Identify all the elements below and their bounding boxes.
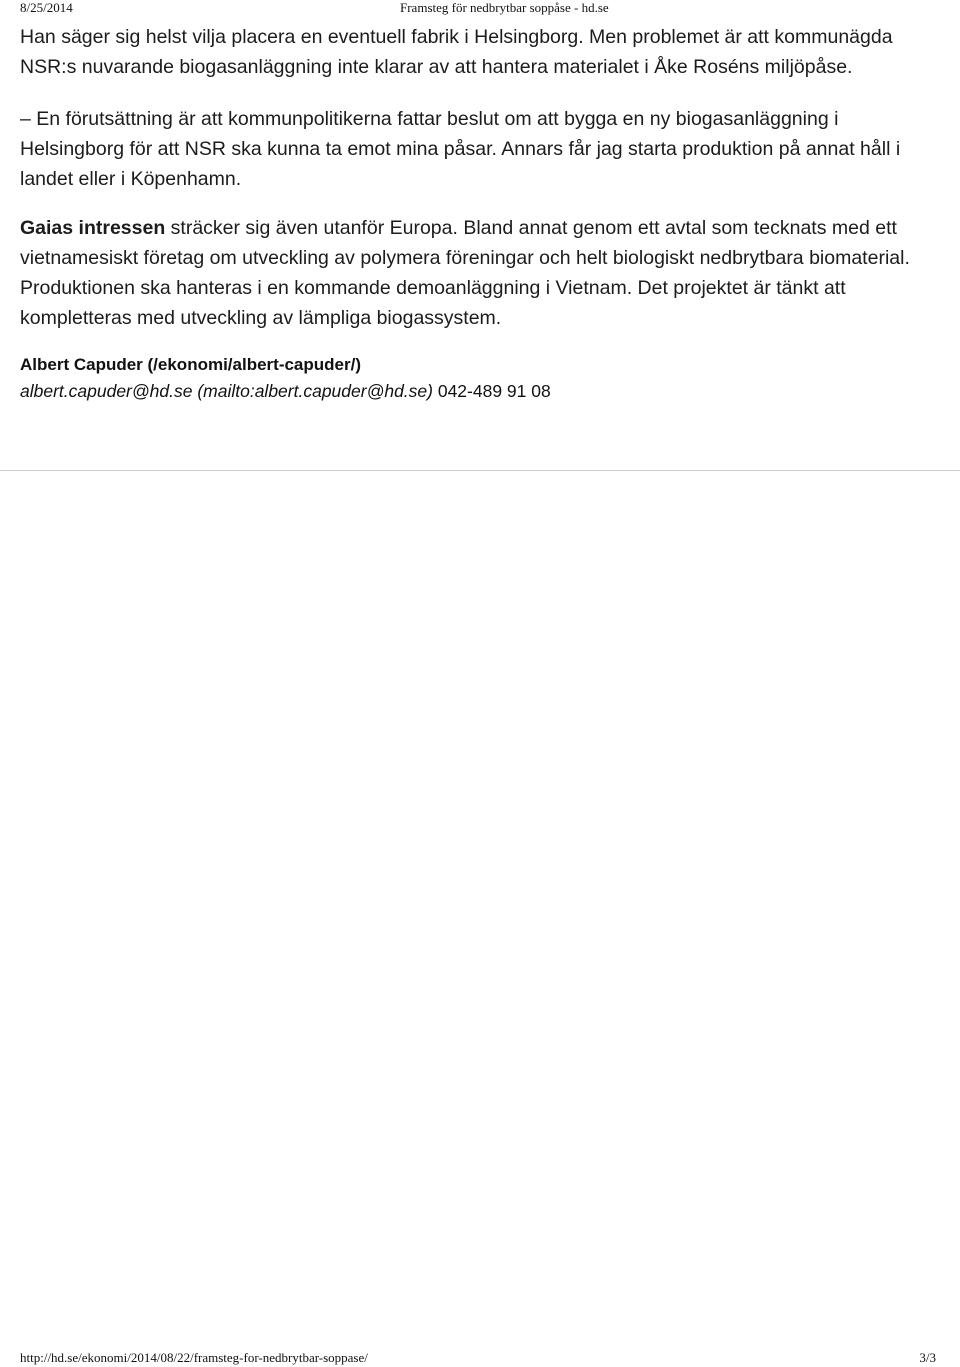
author-link[interactable]: Albert Capuder (/ekonomi/albert-capuder/) bbox=[20, 355, 361, 374]
author-contact bbox=[20, 378, 945, 404]
article-paragraph-2: – En förutsättning är att kommunpolitikerna fattar beslut om att bygga en ny biogasanläggning i Helsingborg för att NSR ska kunna ta emot mina påsar. Annars får jag starta produktion på annat håll i landet eller i Köpenhamn. bbox=[20, 108, 901, 190]
print-date: 8/25/2014 bbox=[20, 0, 73, 15]
print-url: http://hd.se/ekonomi/2014/08/22/framsteg-for-nedbrytbar-soppase/ bbox=[20, 1350, 368, 1365]
article-body bbox=[20, 22, 945, 404]
mailto-text: (mailto:albert.capuder@hd.se) bbox=[192, 381, 433, 401]
author-email-link[interactable]: albert.capuder@hd.se bbox=[20, 381, 193, 401]
paragraph-lead: Gaias intressen bbox=[20, 217, 166, 239]
article-paragraph-1: Han säger sig helst vilja placera en eventuell fabrik i Helsingborg. Men problemet är att kommunägda NSR:s nuvarande biogasanläggning inte klarar av att hantera materialet i Åke Roséns miljöpåse. bbox=[20, 26, 893, 78]
byline bbox=[20, 352, 945, 404]
paragraph-text: sträcker sig även utanför Europa. Bland annat genom ett avtal som tecknats med ett vietnamesiskt företag om utveckling av polymera föreningar och helt biologiskt nedbrytbara biomaterial. Produktionen ska hanteras i en kommande demoanläggning i Vietnam. Det projektet är tänkt att kompletteras med utveckling av lämpliga biogassystem. bbox=[20, 217, 910, 329]
print-header bbox=[20, 0, 936, 16]
author-phone: 042-489 91 08 bbox=[432, 381, 551, 401]
print-page-title: Framsteg för nedbrytbar soppåse - hd.se bbox=[400, 0, 609, 15]
article-paragraph-3 bbox=[20, 213, 945, 333]
print-page-number: 3/3 bbox=[919, 1350, 936, 1365]
divider bbox=[0, 470, 960, 471]
print-footer bbox=[20, 1350, 936, 1366]
